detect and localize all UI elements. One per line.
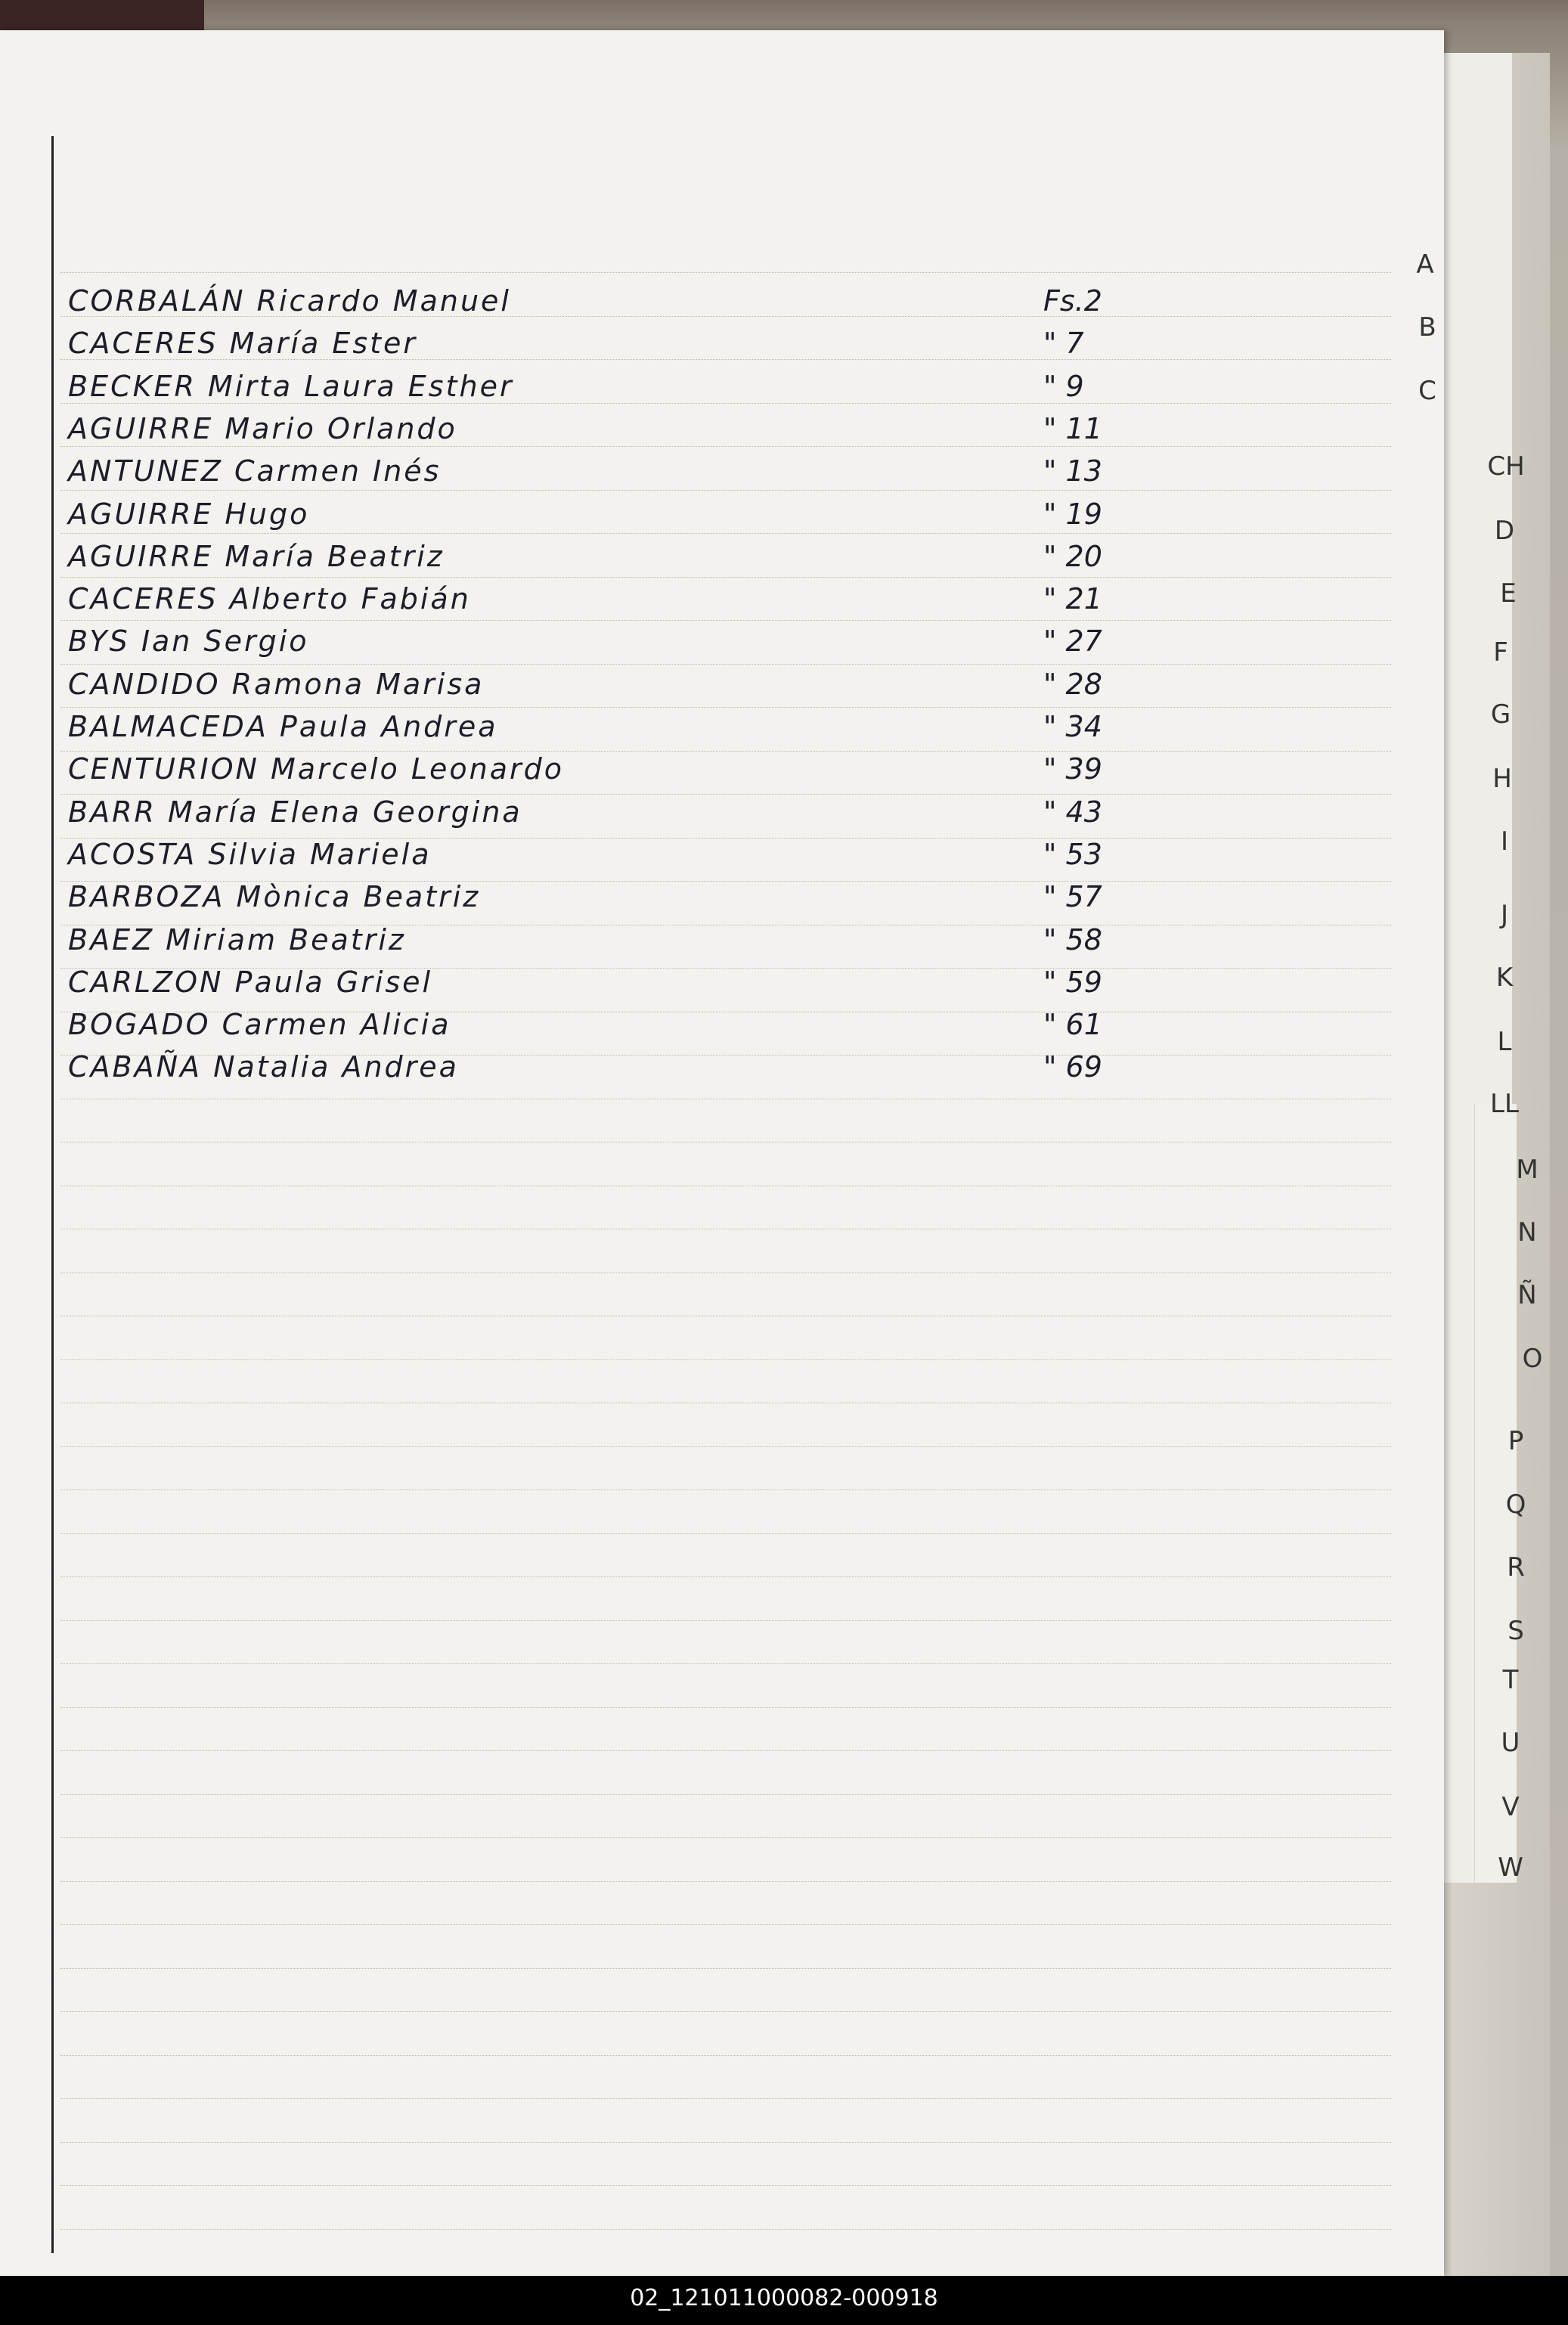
entry-page: " 27 [1043,625,1102,659]
entry-page: " 61 [1043,1008,1102,1042]
ruled-line [60,1924,1391,1925]
entry-page: " 9 [1043,369,1084,403]
alphabet-tab-l: L [1497,1027,1512,1057]
alphabet-tab-g: G [1490,699,1511,730]
entry-page: " 53 [1043,837,1102,871]
alphabet-tab-s: S [1508,1616,1524,1646]
image-caption: 02_121011000082-000918 [630,2285,938,2311]
entry-page: " 11 [1043,411,1102,445]
entry-name: AGUIRRE María Beatriz [68,539,445,573]
alphabet-tab-d: D [1494,516,1515,546]
entry-name: CARLZON Paula Grisel [68,965,433,999]
entry-name: BECKER Mirta Laura Esther [68,369,514,403]
entry-page: " 7 [1043,327,1084,361]
entry-page: " 28 [1043,667,1102,701]
ruled-line [60,1663,1391,1664]
ruled-line [60,1620,1391,1621]
alphabet-tab-o: O [1522,1344,1543,1374]
alphabet-tab-f: F [1493,637,1508,668]
entry-page: " 20 [1043,539,1102,573]
ruled-line [60,2055,1391,2056]
ruled-line [60,272,1391,273]
entry-page: " 34 [1043,710,1102,743]
ruled-line [60,2185,1391,2186]
entry-page: " 43 [1043,795,1102,829]
index-entry [0,1044,1391,1087]
index-entry [0,448,1391,491]
ruled-line [60,1881,1391,1882]
entry-name: CENTURION Marcelo Leonardo [68,752,565,786]
alphabet-tab-e: E [1500,578,1517,609]
index-entry [0,534,1391,576]
entry-page: " 59 [1043,965,1102,999]
entry-name: BARR María Elena Georgina [68,795,522,829]
ruled-line [60,1750,1391,1751]
index-entry [0,1002,1391,1044]
entry-name: CACERES María Ester [68,327,418,361]
entry-page: " 21 [1043,582,1102,616]
alphabet-tab-h: H [1492,764,1512,794]
index-entry [0,406,1391,448]
alphabet-tab-m: M [1516,1155,1539,1185]
alphabet-tab-p: P [1508,1426,1524,1456]
ruled-line [60,1707,1391,1708]
ruled-line [60,1576,1391,1577]
entry-page: " 13 [1043,454,1102,488]
alphabet-tab-r: R [1507,1552,1525,1583]
ruled-line [60,1446,1391,1447]
entry-name: BARBOZA Mònica Beatriz [68,880,481,914]
index-entry [0,491,1391,534]
entry-page: Fs.2 [1043,284,1102,318]
index-entry [0,618,1391,661]
entry-name: CORBALÁN Ricardo Manuel [68,284,511,318]
entry-name: BALMACEDA Paula Andrea [68,710,498,743]
ruled-line [60,1359,1391,1360]
index-entry [0,874,1391,916]
ruled-line [60,1968,1391,1969]
index-entry [0,364,1391,406]
entry-name: AGUIRRE Hugo [68,497,310,531]
ruled-line [60,2011,1391,2012]
entry-name: AGUIRRE Mario Orlando [68,411,457,445]
alphabet-tab-w: W [1498,1852,1523,1883]
scan-dark-corner [0,0,204,34]
entry-name: BYS Ian Sergio [68,625,309,659]
entry-name: BOGADO Carmen Alicia [68,1008,451,1042]
entry-name: CANDIDO Ramona Marisa [68,667,485,701]
entry-name: CACERES Alberto Fabián [68,582,471,616]
entry-name: ANTUNEZ Carmen Inés [68,454,442,488]
alphabet-tab-ñ: Ñ [1517,1280,1537,1310]
entry-name: BAEZ Miriam Beatriz [68,922,406,956]
ruled-line [60,1794,1391,1795]
alphabet-tab-j: J [1500,900,1509,930]
entry-page: " 19 [1043,497,1102,531]
alphabet-tab-b: B [1418,312,1436,343]
alphabet-tab-ch: CH [1487,451,1525,482]
alphabet-tab-v: V [1501,1792,1520,1822]
ruled-line [60,2229,1391,2230]
index-entry [0,321,1391,363]
index-entry [0,704,1391,746]
alphabet-tab-c: C [1418,376,1436,406]
entry-name: CABAÑA Natalia Andrea [68,1050,459,1084]
index-entry [0,917,1391,959]
entry-name: ACOSTA Silvia Mariela [68,837,432,871]
alphabet-tab-i: I [1500,826,1509,857]
index-entry [0,746,1391,789]
alphabet-tab-k: K [1495,963,1514,993]
alphabet-tab-a: A [1416,250,1434,280]
alphabet-tab-ll: LL [1490,1089,1519,1119]
alphabet-tab-n: N [1517,1217,1537,1248]
index-entry [0,576,1391,618]
alphabet-tab-t: T [1502,1665,1519,1695]
index-entry [0,789,1391,832]
entry-page: " 57 [1043,880,1102,914]
ruled-line [60,1837,1391,1838]
alphabet-tab-q: Q [1505,1490,1526,1520]
entry-page: " 58 [1043,922,1102,956]
ruled-line [60,2098,1391,2099]
index-entry [0,278,1391,321]
alphabet-tab-u: U [1501,1728,1520,1758]
index-entry [0,662,1391,704]
index-entry [0,832,1391,874]
entry-page: " 69 [1043,1050,1102,1084]
entry-page: " 39 [1043,752,1102,786]
ruled-line [60,2142,1391,2143]
ruled-line [60,1533,1391,1534]
index-entry [0,959,1391,1002]
